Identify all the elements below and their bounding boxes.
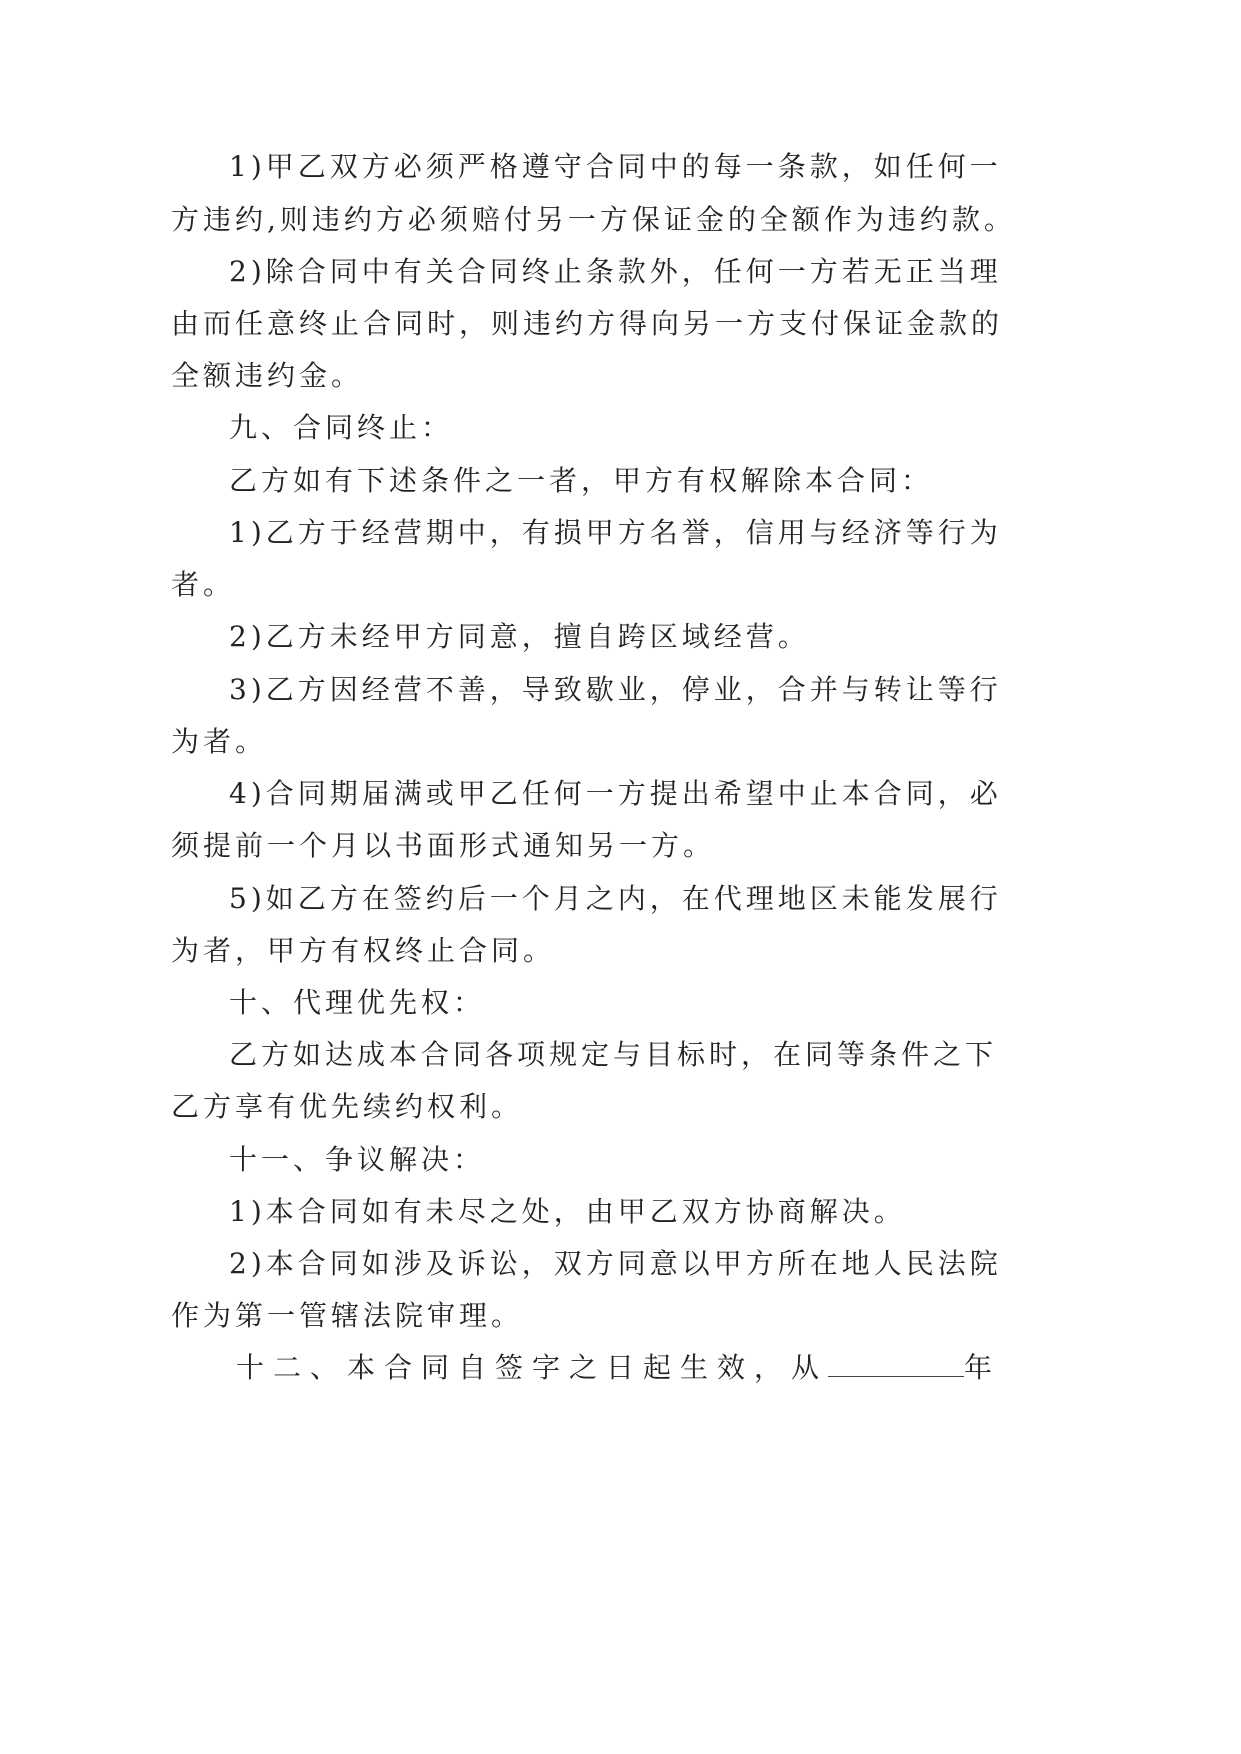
text-line: 由而任意终止合同时，则违约方得向另一方支付保证金款的 [171, 307, 1004, 340]
section-heading: 九、合同终止： [229, 411, 454, 444]
text-line: 乙方如达成本合同各项规定与目标时，在同等条件之下 [229, 1038, 998, 1071]
text-line: 2)除合同中有关合同终止条款外，任何一方若无正当理 [229, 255, 1002, 288]
effective-clause-text: 十二、本合同自签字之日起生效，从 [236, 1351, 829, 1384]
year-label: 年 [964, 1351, 1002, 1384]
section-heading: 十、代理优先权： [229, 986, 486, 1019]
text-line: 方违约,则违约方必须赔付另一方保证金的全额作为违约款。 [171, 203, 1016, 236]
text-line: 乙方如有下述条件之一者，甲方有权解除本合同： [229, 464, 934, 497]
text-line: 1)本合同如有未尽之处，由甲乙双方协商解决。 [229, 1195, 906, 1228]
text-line: 须提前一个月以书面形式通知另一方。 [171, 829, 716, 862]
text-line: 4)合同期届满或甲乙任何一方提出希望中止本合同，必 [229, 777, 1002, 810]
text-line: 乙方享有优先续约权利。 [171, 1090, 524, 1123]
text-line: 3)乙方因经营不善，导致歇业，停业，合并与转让等行 [229, 673, 1002, 706]
text-line: 者。 [171, 568, 236, 601]
text-line: 5)如乙方在签约后一个月之内，在代理地区未能发展行 [229, 882, 1002, 915]
text-line: 1)乙方于经营期中，有损甲方名誉，信用与经济等行为 [229, 516, 1002, 549]
text-line: 为者。 [171, 725, 268, 758]
section-heading: 十一、争议解决： [229, 1143, 486, 1176]
text-line: 全额违约金。 [171, 359, 364, 392]
text-line: 作为第一管辖法院审理。 [171, 1299, 524, 1332]
text-line: 1)甲乙双方必须严格遵守合同中的每一条款，如任何一 [229, 150, 1002, 183]
text-line: 2)本合同如涉及诉讼，双方同意以甲方所在地人民法院 [229, 1247, 1002, 1280]
text-line: 2)乙方未经甲方同意，擅自跨区域经营。 [229, 620, 810, 653]
text-line-with-blank [236, 1348, 1001, 1388]
date-blank [828, 1348, 964, 1377]
text-line: 为者，甲方有权终止合同。 [171, 934, 556, 967]
